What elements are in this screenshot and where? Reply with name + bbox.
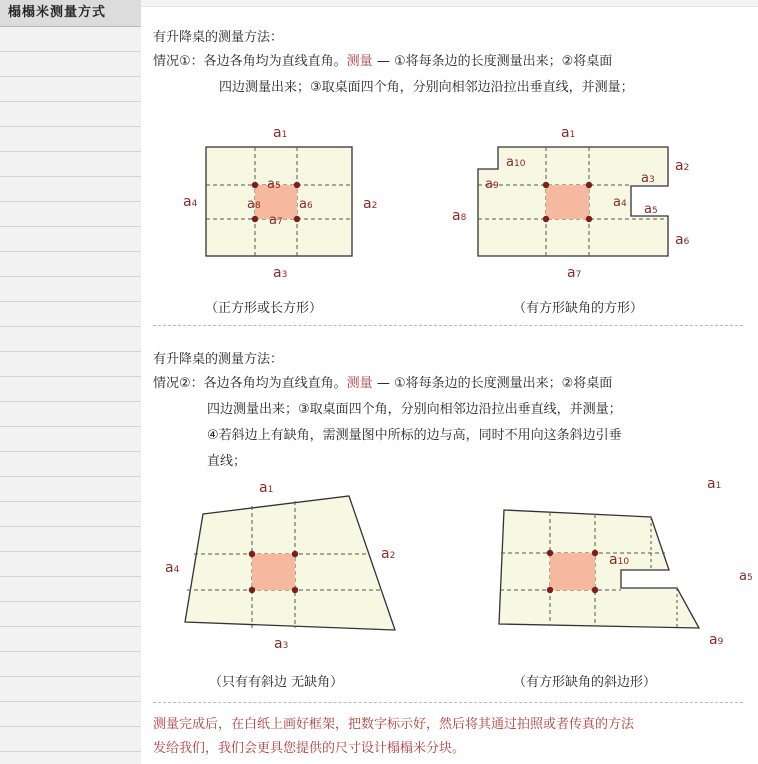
desk-corner-dot xyxy=(543,216,549,222)
label-a10: a10 xyxy=(609,552,630,568)
label-a3: a3 xyxy=(273,265,288,281)
diagram-rectangle xyxy=(181,118,411,284)
sidebar-ruled-rows xyxy=(0,27,141,764)
diagram-notched-square xyxy=(441,118,731,284)
desk-corner-dot xyxy=(592,550,598,556)
section2-measure-word: 测量 xyxy=(346,376,373,391)
sidebar xyxy=(0,0,142,764)
desk-corner-dot xyxy=(547,550,553,556)
desk-corner-dot xyxy=(249,551,255,557)
desk-corner-dot xyxy=(292,587,298,593)
desk-corner-dot xyxy=(586,182,592,188)
section1-line1 xyxy=(153,53,612,71)
desk-area xyxy=(252,554,295,590)
label-a2: a2 xyxy=(675,158,690,174)
label-a4: a4 xyxy=(613,195,627,210)
section2-line1 xyxy=(153,375,612,393)
desk-corner-dot xyxy=(294,216,300,222)
desk-corner-dot xyxy=(547,587,553,593)
label-a8: a8 xyxy=(452,208,467,224)
label-a3: a3 xyxy=(274,636,289,652)
label-a9: a9 xyxy=(485,177,499,192)
label-a1: a1 xyxy=(259,480,274,496)
label-a5: a5 xyxy=(644,202,658,217)
label-a4: a4 xyxy=(183,194,198,210)
label-a2: a2 xyxy=(363,196,378,212)
desk-area xyxy=(546,185,589,219)
desk-corner-dot xyxy=(592,587,598,593)
desk-corner-dot xyxy=(252,182,258,188)
section2-line4: 直线； xyxy=(207,454,247,469)
section2-heading: 有升降桌的测量方法： xyxy=(153,352,284,367)
section1-measure-word: 测量 xyxy=(346,54,373,69)
label-a10: a10 xyxy=(506,155,526,170)
label-a7: a7 xyxy=(269,213,283,228)
label-a3: a3 xyxy=(641,171,655,186)
section-divider xyxy=(153,325,743,326)
caption-notched-square: （有方形缺角的方形） xyxy=(513,301,644,316)
sidebar-title: 榻榻米测量方式 xyxy=(0,0,141,27)
caption-rectangle: （正方形或长方形） xyxy=(205,301,323,316)
desk-corner-dot xyxy=(294,182,300,188)
section2-line1-rest: — ①将每条边的长度测量出来；②将桌面 xyxy=(376,376,613,391)
top-strip xyxy=(141,0,758,7)
section1-line1-prefix: 情况①：各边各角均为直线直角。 xyxy=(153,54,347,69)
caption-slanted: （只有有斜边 无缺角） xyxy=(209,675,344,690)
footer-divider xyxy=(153,702,743,703)
section2-line2: 四边测量出来；③取桌面四个角，分别向相邻边沿拉出垂直线，并测量； xyxy=(207,402,622,417)
label-a6: a6 xyxy=(299,197,313,212)
label-a4: a4 xyxy=(165,560,180,576)
desk-corner-dot xyxy=(586,216,592,222)
section1-line1-rest: — ①将每条边的长度测量出来；②将桌面 xyxy=(376,54,613,69)
main-content xyxy=(141,0,758,764)
diagram-slanted xyxy=(161,476,421,656)
label-a8: a8 xyxy=(247,197,261,212)
desk-corner-dot xyxy=(249,587,255,593)
desk-area xyxy=(550,553,595,590)
label-a5: a5 xyxy=(739,569,753,584)
desk-corner-dot xyxy=(543,182,549,188)
caption-slanted-notched: （有方形缺角的斜边形） xyxy=(513,675,657,690)
label-a1: a1 xyxy=(561,125,576,141)
table-outline xyxy=(499,510,699,628)
label-a2: a2 xyxy=(381,546,396,562)
section2-line1-prefix: 情况②：各边各角均为直线直角。 xyxy=(153,376,347,391)
label-a1: a1 xyxy=(273,125,288,141)
label-a6: a6 xyxy=(675,232,690,248)
label-a1: a1 xyxy=(707,476,722,492)
footer-note-line1: 测量完成后，在白纸上画好框架，把数字标示好，然后将其通过拍照或者传真的方法 xyxy=(153,717,635,732)
label-a7: a7 xyxy=(567,265,582,281)
footer-note-line2: 发给我们，我们会更具您提供的尺寸设计榻榻米分块。 xyxy=(153,741,466,756)
section1-heading: 有升降桌的测量方法： xyxy=(153,30,284,45)
diagram-slanted-notched xyxy=(451,476,753,656)
desk-corner-dot xyxy=(292,551,298,557)
section2-line3: ④若斜边上有缺角，需测量图中所标的边与高，同时不用向这条斜边引垂 xyxy=(207,428,622,443)
desk-corner-dot xyxy=(252,216,258,222)
section1-line2: 四边测量出来；③取桌面四个角，分别向相邻边沿拉出垂直线，并测量； xyxy=(219,80,634,95)
label-a5: a5 xyxy=(267,177,281,192)
label-a9: a9 xyxy=(709,632,724,648)
